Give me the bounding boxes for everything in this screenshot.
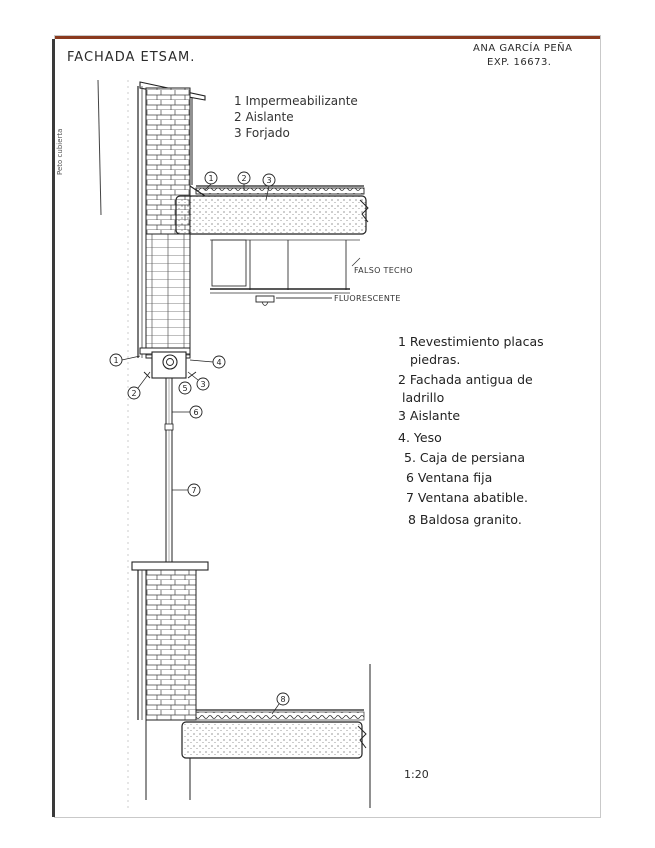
callout-label: 2 [131,389,137,398]
legend-item: 3 Aislante [398,408,461,423]
callout-facade-2 [128,372,150,399]
callout-label: 8 [280,695,286,704]
callout-facade-1 [110,354,140,366]
legend-item: 8 Baldosa granito. [408,512,522,527]
author-name: ANA GARCÍA PEÑA [473,43,573,54]
callout-roof-2 [238,172,250,191]
legend-item: 4. Yeso [398,430,442,445]
callout-label: 3 [266,176,272,185]
label-fluorescente: FLUORESCENTE [334,294,401,303]
callout-label: 1 [208,174,214,183]
label-falso-techo: FALSO TECHO [354,266,413,275]
legend-top-item: 2 Aislante [234,110,294,124]
legend-item: 6 Ventana fija [406,470,493,485]
legend-item: 1 Revestimiento placas [398,334,544,349]
callout-label: 4 [216,358,222,367]
legend-item: 7 Ventana abatible. [406,490,528,505]
callout-facade-5 [179,382,191,394]
callout-label: 6 [193,408,199,417]
callout-label: 1 [113,356,119,365]
callout-window-7 [172,484,200,496]
legend-top-item: 3 Forjado [234,126,290,140]
callout-label: 3 [200,380,206,389]
drawing-scale: 1:20 [404,768,429,781]
legend-item: piedras. [410,352,461,367]
callout-label: 5 [182,384,188,393]
callout-roof-3 [263,174,275,200]
page-title: FACHADA ETSAM. [67,50,196,65]
callout-floor-8 [272,693,289,714]
callout-window-6 [172,406,202,418]
side-note: Peto cubierta [56,128,64,175]
legend-item: 5. Caja de persiana [404,450,525,465]
legend-item: ladrillo [402,390,445,405]
callout-label: 7 [191,486,197,495]
callout-facade-4 [190,356,225,368]
student-exp: EXP. 16673. [487,57,552,68]
callout-roof-1 [205,172,217,190]
legend-item: 2 Fachada antigua de [398,372,533,387]
legend-top-item: 1 Impermeabilizante [234,94,358,108]
callout-label: 2 [241,174,247,183]
